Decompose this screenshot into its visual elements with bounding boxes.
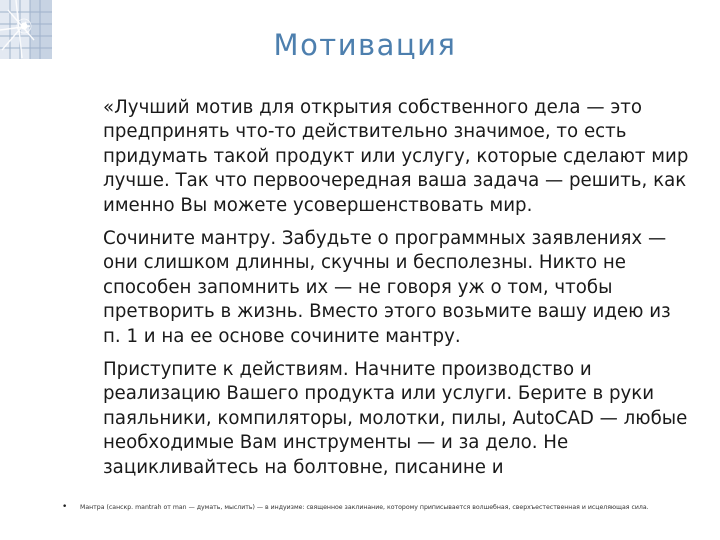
paragraph-motive: «Лучший мотив для открытия собственного дела — это предпринять что-то действительно значимое, то есть придумать такой продукт или услугу, которые сделают мир лучше. Так что первоочередная ваша задача — решить, как именно Вы можете усовершенствовать мир. [103,97,689,216]
slide-title: Мотивация [273,28,457,62]
footnote-text: Мантра (санскр. mantrah от man — думать, мыслить) — в индуизме: священное заклинание, которому приписывается волшебная, сверхъестественная и исцеляющая сила. [80,504,649,511]
paragraph-action: Приступите к действиям. Начните производство и реализацию Вашего продукта или услуги. Берите в руки паяльники, компиляторы, молотки, пилы, AutoCAD — любые необходимые Вам инструменты — и за дело. Не зацикливайтесь на болтовне, писанине и [103,359,688,478]
footnote [62,503,702,512]
paragraph-mantra: Сочините мантру. Забудьте о программных заявлениях — они слишком длинны, скучны и бесполезны. Никто не способен запомнить их — не говоря уж о том, чтобы претворить в жизнь. Вместо этого возьмите вашу идею из п. 1 и на ее основе сочините мантру. [103,228,671,347]
slide-body [103,96,693,489]
footnote-bullet: • [62,502,68,512]
